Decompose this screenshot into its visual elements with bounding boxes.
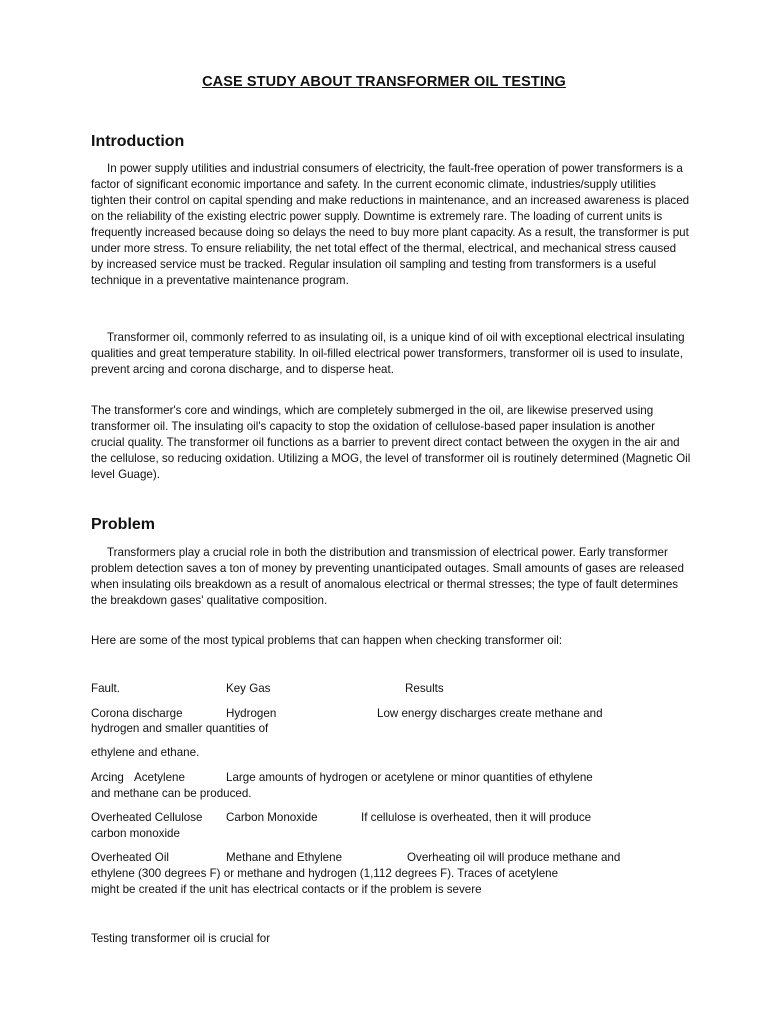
fault-corona-discharge: Corona discharge bbox=[91, 707, 183, 720]
key-gas-column-header: Key Gas bbox=[226, 682, 271, 695]
problem-heading: Problem bbox=[91, 516, 156, 533]
gas-carbon-monoxide: Carbon Monoxide bbox=[226, 811, 318, 824]
result-corona-line-2: hydrogen and smaller quantities of bbox=[91, 722, 269, 735]
gas-methane-ethylene: Methane and Ethylene bbox=[226, 851, 343, 864]
result-corona-line-3: ethylene and ethane. bbox=[91, 746, 200, 759]
introduction-paragraph-1: In power supply utilities and industrial consumers of electricity, the fault-free operation of power transformers is a factor of significant economic importance and safety. In the current economic climate, industries/supply utilities tighten their control on capital spending and make reductions in maintenance, and an increased awareness is placed on the reliability of the existing electric power supply. Downtime is extremely rare. The loading of current units is frequently increased because doing so delays the need to buy more plant capacity. As a result, the transformer is put under more stress. To ensure reliability, the net total effect of the thermal, electrical, and mechanical stress caused by increased service must be tracked. Regular insulation oil sampling and testing from transformers is a useful technique in a preventative maintenance program. bbox=[91, 162, 690, 287]
introduction-heading: Introduction bbox=[91, 133, 185, 150]
result-oil-line-2: ethylene (300 degrees F) or methane and hydrogen (1,112 degrees F). Traces of acetylene bbox=[91, 867, 559, 880]
result-arcing-line-2: and methane can be produced. bbox=[91, 787, 252, 800]
problem-paragraph-1: Transformers play a crucial role in both the distribution and transmission of electrical power. Early transformer problem detection saves a ton of money by preventing unanticipated outages. Small amounts of gases are released when insulating oils breakdown as a result of anomalous electrical or thermal stresses; the type of fault determines the breakdown gases' qualitative composition. bbox=[91, 546, 684, 607]
results-column-header: Results bbox=[405, 682, 444, 695]
fault-overheated-oil: Overheated Oil bbox=[91, 851, 169, 864]
fault-overheated-cellulose: Overheated Cellulose bbox=[91, 811, 203, 824]
gas-acetylene: Acetylene bbox=[134, 771, 185, 784]
result-oil-line-3: might be created if the unit has electrical contacts or if the problem is severe bbox=[91, 883, 482, 896]
result-corona-line-1: Low energy discharges create methane and bbox=[377, 707, 603, 720]
result-cellulose-line-2: carbon monoxide bbox=[91, 827, 180, 840]
gas-hydrogen: Hydrogen bbox=[226, 707, 277, 720]
result-cellulose-line-1: If cellulose is overheated, then it will produce bbox=[361, 811, 592, 824]
introduction-paragraph-3: The transformer's core and windings, which are completely submerged in the oil, are likewise preserved using transformer oil. The insulating oil's capacity to stop the oxidation of cellulose-based paper insulation is another crucial quality. The transformer oil functions as a barrier to prevent direct contact between the oxygen in the air and the cellulose, so reducing oxidation. Utilizing a MOG, the level of transformer oil is routinely determined (Magnetic Oil level Guage). bbox=[91, 404, 691, 481]
problem-paragraph-2: Here are some of the most typical problems that can happen when checking transformer oil: bbox=[91, 634, 563, 647]
result-oil-line-1: Overheating oil will produce methane and bbox=[407, 851, 621, 864]
fault-arcing: Arcing bbox=[91, 771, 124, 784]
result-arcing-line-1: Large amounts of hydrogen or acetylene or minor quantities of ethylene bbox=[226, 771, 593, 784]
closing-line: Testing transformer oil is crucial for bbox=[91, 932, 271, 945]
document-title: CASE STUDY ABOUT TRANSFORMER OIL TESTING bbox=[202, 74, 566, 90]
fault-column-header: Fault. bbox=[91, 682, 120, 695]
introduction-paragraph-2: Transformer oil, commonly referred to as insulating oil, is a unique kind of oil with exceptional electrical insulating qualities and great temperature stability. In oil-filled electrical power transformers, transformer oil is used to insulate, prevent arcing and corona discharge, and to disperse heat. bbox=[91, 331, 685, 376]
